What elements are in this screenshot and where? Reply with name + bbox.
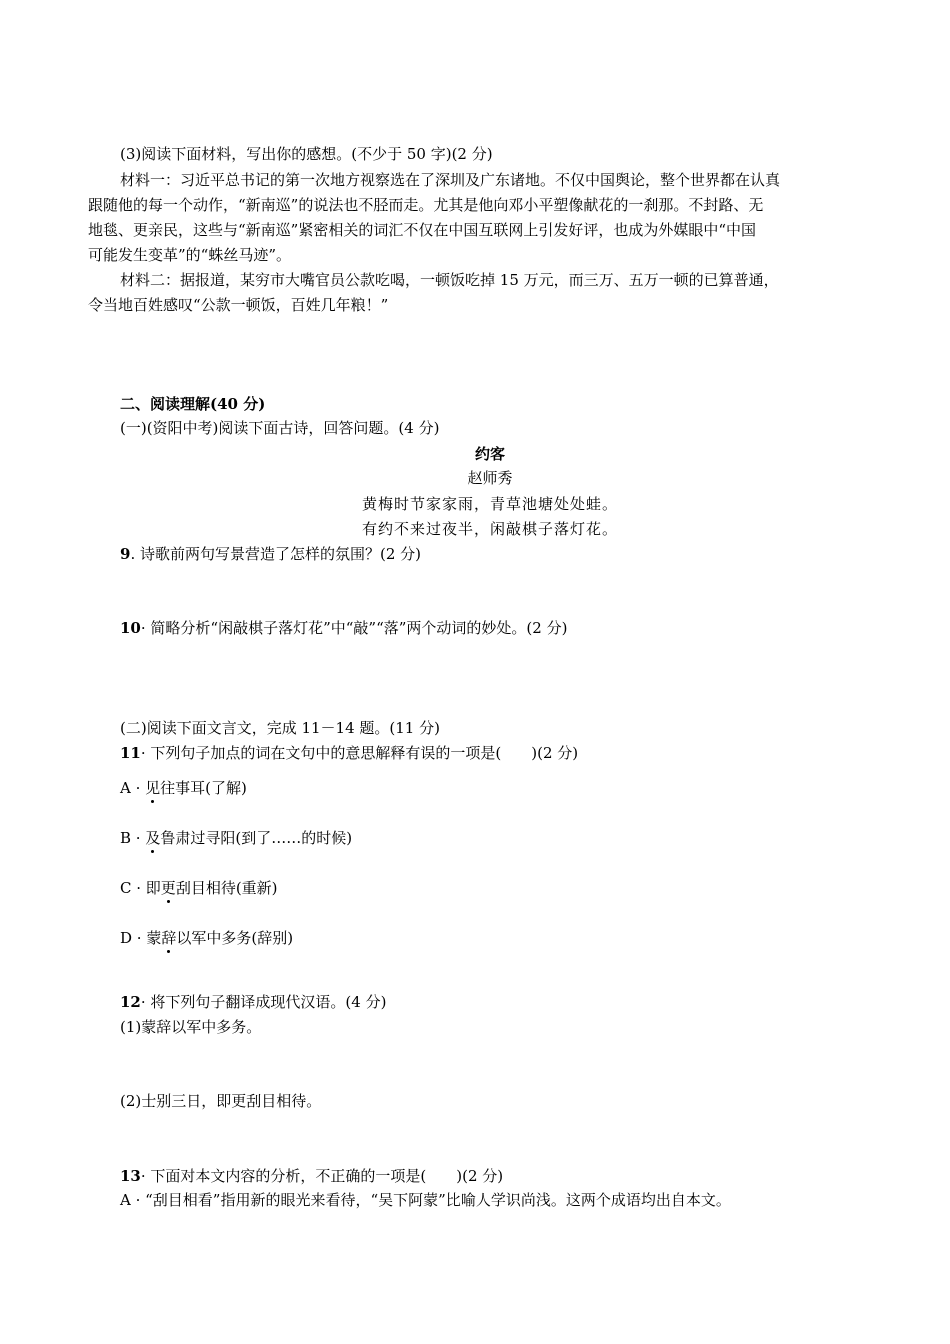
question-number: 9 — [120, 545, 131, 563]
option-text: 以军中多务(辞别) — [176, 929, 294, 947]
material-2-line-1: 材料二：据报道，某穷市大嘴官员公款吃喝，一顿饭吃掉 15 万元，而三万、五万一顿的已算普通， — [120, 271, 779, 289]
q3-prompt: (3)阅读下面材料，写出你的感想。(不少于 50 字)(2 分) — [120, 145, 493, 163]
option-a — [120, 778, 247, 798]
question-text: · 简略分析“闲敲棋子落灯花”中“敲”“落”两个动词的妙处。(2 分) — [140, 619, 568, 637]
option-text: 刮目相待(重新) — [175, 879, 278, 897]
option-c — [120, 878, 278, 898]
material-1-line-3: 地毯、更亲民，这些与“新南巡”紧密相关的词汇不仅在中国互联网上引发好评，也成为外媒眼中“中国 — [88, 221, 757, 239]
option-d — [120, 928, 293, 948]
dotted-word: 见 — [145, 779, 161, 797]
option-label: D · 蒙 — [120, 929, 162, 947]
option-label: C · 即 — [120, 879, 161, 897]
section-heading: 二、阅读理解(40 分) — [120, 395, 266, 413]
material-1-line-2: 跟随他的每一个动作，“新南巡”的说法也不胫而走。尤其是他向邓小平塑像献花的一刹那。不封路、无 — [88, 196, 764, 214]
question-text: · 将下列句子翻译成现代汉语。(4 分) — [140, 993, 387, 1011]
part-1-instruction: (一)(资阳中考)阅读下面古诗，回答问题。(4 分) — [120, 419, 440, 437]
option-a: A · “刮目相看”指用新的眼光来看待，“吴下阿蒙”比喻人学识尚浅。这两个成语均出自本文。 — [120, 1191, 731, 1209]
option-label: B · — [120, 829, 146, 847]
option-label: A · — [120, 779, 146, 797]
poem-line-2: 有约不来过夜半，闲敲棋子落灯花。 — [361, 520, 618, 538]
material-1-line-4: 可能发生变革”的“蛛丝马迹”。 — [88, 246, 292, 264]
sentence-1: (1)蒙辞以军中多务。 — [120, 1018, 262, 1036]
dotted-word: 辞 — [161, 929, 177, 947]
sentence-2: (2)士别三日，即更刮目相待。 — [120, 1092, 322, 1110]
question-number: 13 — [120, 1167, 141, 1185]
question-text: · 下列句子加点的词在文句中的意思解释有误的一项是( )(2 分) — [140, 744, 579, 762]
poem-author: 赵师秀 — [467, 469, 513, 487]
option-b — [120, 828, 352, 848]
dotted-word: 更 — [160, 879, 176, 897]
dotted-word: 及 — [145, 829, 161, 847]
material-2-line-2: 令当地百姓感叹“公款一顿饭，百姓几年粮！” — [88, 296, 389, 314]
part-2-instruction: (二)阅读下面文言文，完成 11－14 题。(11 分) — [120, 719, 440, 737]
material-1-line-1: 材料一：习近平总书记的第一次地方视察选在了深圳及广东诸地。不仅中国舆论，整个世界都在认真 — [120, 171, 781, 189]
question-text: . 诗歌前两句写景营造了怎样的氛围？(2 分) — [130, 545, 421, 563]
question-number: 12 — [120, 993, 141, 1011]
option-text: 往事耳(了解) — [160, 779, 247, 797]
question-11 — [120, 743, 578, 763]
question-9 — [120, 544, 421, 564]
question-text: · 下面对本文内容的分析，不正确的一项是( )(2 分) — [140, 1167, 504, 1185]
poem-line-1: 黄梅时节家家雨，青草池塘处处蛙。 — [361, 495, 618, 513]
option-text: 鲁肃过寻阳(到了……的时候) — [160, 829, 353, 847]
poem-title: 约客 — [474, 445, 505, 463]
question-number: 11 — [120, 744, 141, 762]
question-10 — [120, 618, 567, 638]
question-number: 10 — [120, 619, 141, 637]
question-13 — [120, 1166, 503, 1186]
question-12 — [120, 992, 386, 1012]
